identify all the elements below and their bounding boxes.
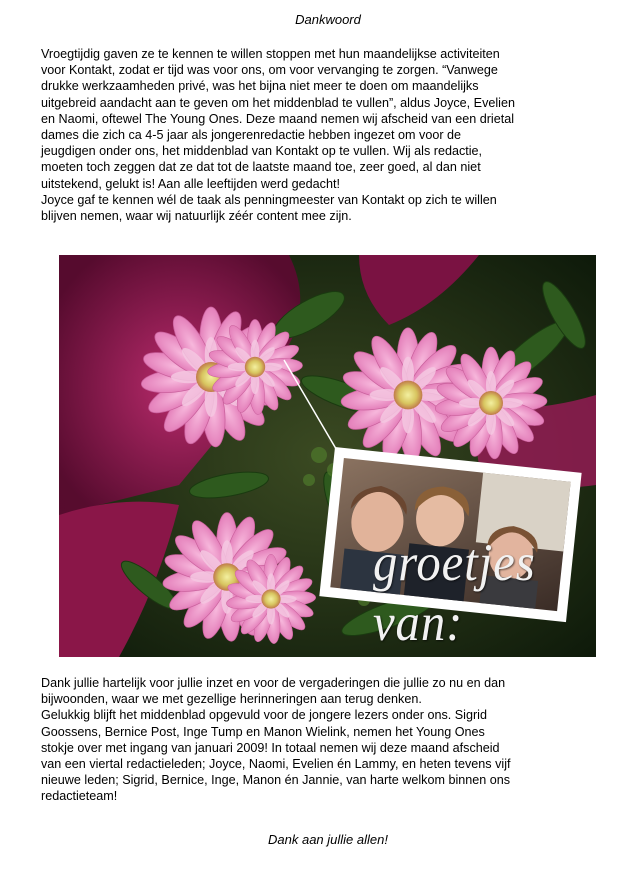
text-line: bijwoonden, waar we met gezellige herinneringen aan terug denken. — [41, 692, 422, 707]
flower-photo — [59, 255, 596, 657]
closing-line: Dank aan jullie allen! — [268, 832, 388, 847]
intro-paragraph — [41, 46, 601, 224]
text-line: Vroegtijdig gaven ze te kennen te willen stoppen met hun maandelijkse activiteiten — [41, 47, 500, 61]
text-line: van een viertal redactieleden; Joyce, Naomi, Evelien én Lammy, en heten tevens vijf — [41, 757, 511, 772]
text-line: Gelukkig blijft het middenblad opgevuld voor de jongere lezers onder ons. Sigrid — [41, 708, 487, 723]
text-line: dames die zich ca 4-5 jaar als jongerenredactie hebben ingezet om voor de — [41, 128, 462, 143]
text-line: voor Kontakt, zodat er tijd was voor ons, om voor vervanging te zorgen. “Vanwege — [41, 63, 498, 78]
thanks-paragraph — [41, 675, 601, 805]
text-line: Goossens, Bernice Post, Inge Tump en Manon Wielink, nemen het Young Ones — [41, 724, 485, 739]
text-line: uitgebreid aandacht aan te geven om het middenblad te vullen”, aldus Joyce, Evelien — [41, 95, 515, 110]
text-line: Dank jullie hartelijk voor jullie inzet en voor de vergaderingen die jullie zo nu en dan — [41, 676, 506, 690]
photo-caption: groetjes van: — [373, 534, 536, 652]
text-line: moeten toch zeggen dat ze dat tot de laatste maand toe, zeer goed, al dan niet — [41, 160, 481, 175]
text-line: blijven nemen, waar wij natuurlijk zéér content mee zijn. — [41, 209, 352, 224]
text-line: en Naomi, oftewel The Young Ones. Deze maand nemen wij afscheid van een drietal — [41, 111, 515, 126]
text-line: drukke werkzaamheden privé, was het bijna niet meer te doen om maandelijks — [41, 79, 479, 94]
page-title: Dankwoord — [295, 12, 361, 27]
text-line: Joyce gaf te kennen wél de taak als penningmeester van Kontakt op zich te willen — [41, 192, 497, 207]
text-line: redactieteam! — [41, 789, 118, 804]
text-line: uitstekend, gelukt is! Aan alle leeftijden werd gedacht! — [41, 176, 340, 191]
text-line: stokje over met ingang van januari 2009! In totaal nemen wij deze maand afscheid — [41, 740, 500, 755]
text-line: jeugdigen onder ons, het middenblad van Kontakt op te vullen. Wij als redactie, — [41, 144, 483, 159]
text-line: nieuwe leden; Sigrid, Bernice, Inge, Manon én Jannie, van harte welkom binnen ons — [41, 773, 511, 788]
